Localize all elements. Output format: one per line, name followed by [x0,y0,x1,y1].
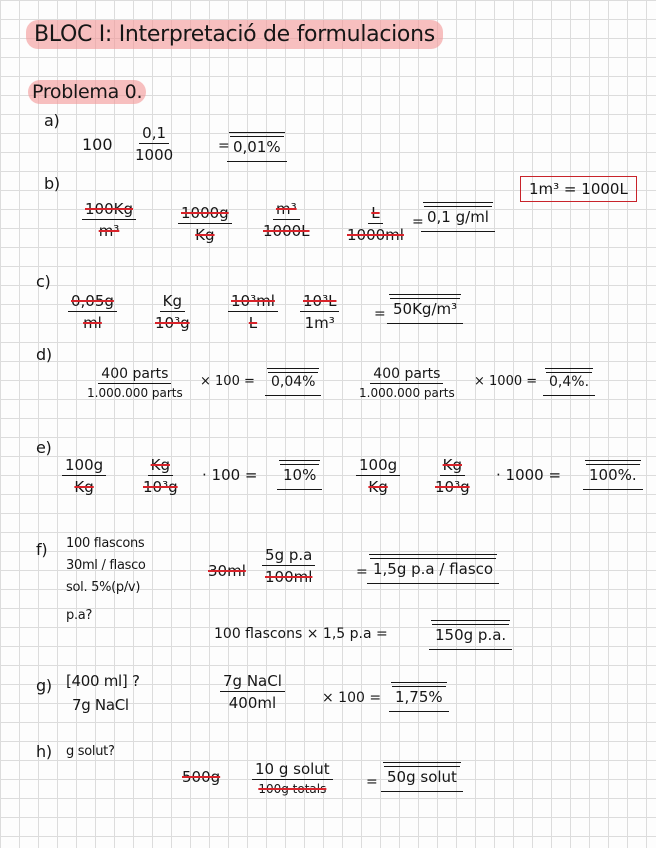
e-fraction-2 [140,456,181,496]
e-op-2: · 1000 = [496,466,562,484]
f-frac-num: 5g p.a [262,546,315,566]
e-result-1: 10% [280,464,319,485]
d-f2-den: 1.000.000 parts [359,386,455,400]
c-f1-num: 0,05g [71,292,114,310]
g-given-1: [400 ml] ? [66,672,140,690]
f-given-2: 30ml / flasco [66,558,146,573]
d-fraction-1 [84,366,186,400]
e-f2-num: Kg [150,456,170,474]
c-f4-num: 10³L [303,292,337,310]
c-f1-den: ml [83,314,102,332]
h-frac-num: 10 g solut [252,760,333,780]
g-frac-den: 400ml [228,694,277,712]
a-numerator: 0,1 [139,124,169,144]
g-op: × 100 = [322,690,382,706]
label-c: c) [36,272,51,291]
b-f3-num: m³ [275,200,297,218]
e-result-2: 100%. [586,464,640,485]
conversion-note: 1m³ = 1000L [520,176,637,202]
g-fraction [220,672,285,712]
c-fraction-1 [68,292,117,332]
d-fraction-2 [356,366,458,400]
f-given-1: 100 flascons [66,536,145,551]
b-fraction-1 [82,200,136,240]
d-f1-den: 1.000.000 parts [87,386,183,400]
h-fraction [252,760,333,796]
e-fraction-1 [62,456,106,496]
d-f2-num: 400 parts [370,366,443,384]
f-line-2: 100 flascons × 1,5 p.a = [214,626,388,642]
b-f4-den: 1000ml [347,226,404,244]
f-given-3: sol. 5%(p/v) [66,580,141,595]
e-f3-den: Kg [368,478,388,496]
c-f2-num: Kg [160,292,185,312]
h-factor: 500g [182,768,221,786]
f-equals: = [356,564,368,580]
a-result: 0,01% [230,136,284,157]
label-g: g) [36,676,52,695]
a-fraction [132,124,176,164]
e-f2-den: 10³g [143,478,178,496]
a-factor: 100 [82,135,113,154]
b-f3-den: 1000L [263,222,310,240]
f-fraction [262,546,315,586]
h-equals: = [366,774,378,790]
c-f3-num: 10³ml [231,292,275,310]
label-b: b) [44,174,60,193]
c-result: 50Kg/m³ [390,298,460,319]
e-f4-num: Kg [442,456,462,474]
c-equals: = [374,306,386,322]
b-result: 0,1 g/ml [424,206,492,227]
f-result-1: 1,5g p.a / flasco [370,558,496,579]
label-h: h) [36,742,52,761]
label-e: e) [36,438,52,457]
a-equals: = [218,138,230,154]
problem-title: Problema 0. [28,80,146,104]
d-f1-num: 400 parts [98,366,171,384]
d-op-2: × 1000 = [474,374,538,389]
a-denominator: 1000 [135,146,174,164]
b-equals: = [412,214,424,230]
h-result: 50g solut [384,766,460,787]
f-given-4: p.a? [66,608,93,623]
d-result-1: 0,04% [268,372,318,391]
f-result-2: 150g p.a. [432,624,509,645]
e-f1-num: 100g [62,456,106,476]
c-f4-den: 1m³ [304,314,335,332]
c-fraction-4 [300,292,339,332]
b-f1-num: 100Kg [85,200,133,218]
label-d: d) [36,345,52,364]
c-f3-den: L [248,314,258,332]
b-f4-num: L [371,204,380,222]
c-f2-den: 10³g [155,314,190,332]
b-f1-den: m³ [98,222,120,240]
e-f1-den: Kg [74,478,94,496]
d-result-2: 0,4%. [546,372,592,391]
f-frac-den: 100ml [265,568,313,586]
g-given-2: 7g NaCl [72,696,129,714]
e-op-1: · 100 = [202,466,258,484]
e-fraction-3 [356,456,400,496]
h-frac-den: 100g totals [258,782,327,796]
e-f4-den: 10³g [435,478,470,496]
c-fraction-3 [228,292,278,332]
h-given: g solut? [66,744,115,759]
c-fraction-2 [152,292,193,332]
b-fraction-4 [344,204,407,244]
b-f2-num: 1000g [181,204,229,222]
d-op-1: × 100 = [200,374,255,389]
b-fraction-3 [260,200,313,240]
b-f2-den: Kg [195,226,215,244]
f-factor: 30ml [208,562,246,580]
e-f3-num: 100g [356,456,400,476]
label-f: f) [36,540,48,559]
g-frac-num: 7g NaCl [220,672,285,692]
page-title: BLOC I: Interpretació de formulacions [26,20,443,49]
b-fraction-2 [178,204,232,244]
label-a: a) [44,111,60,130]
g-result: 1,75% [392,686,446,707]
e-fraction-4 [432,456,473,496]
